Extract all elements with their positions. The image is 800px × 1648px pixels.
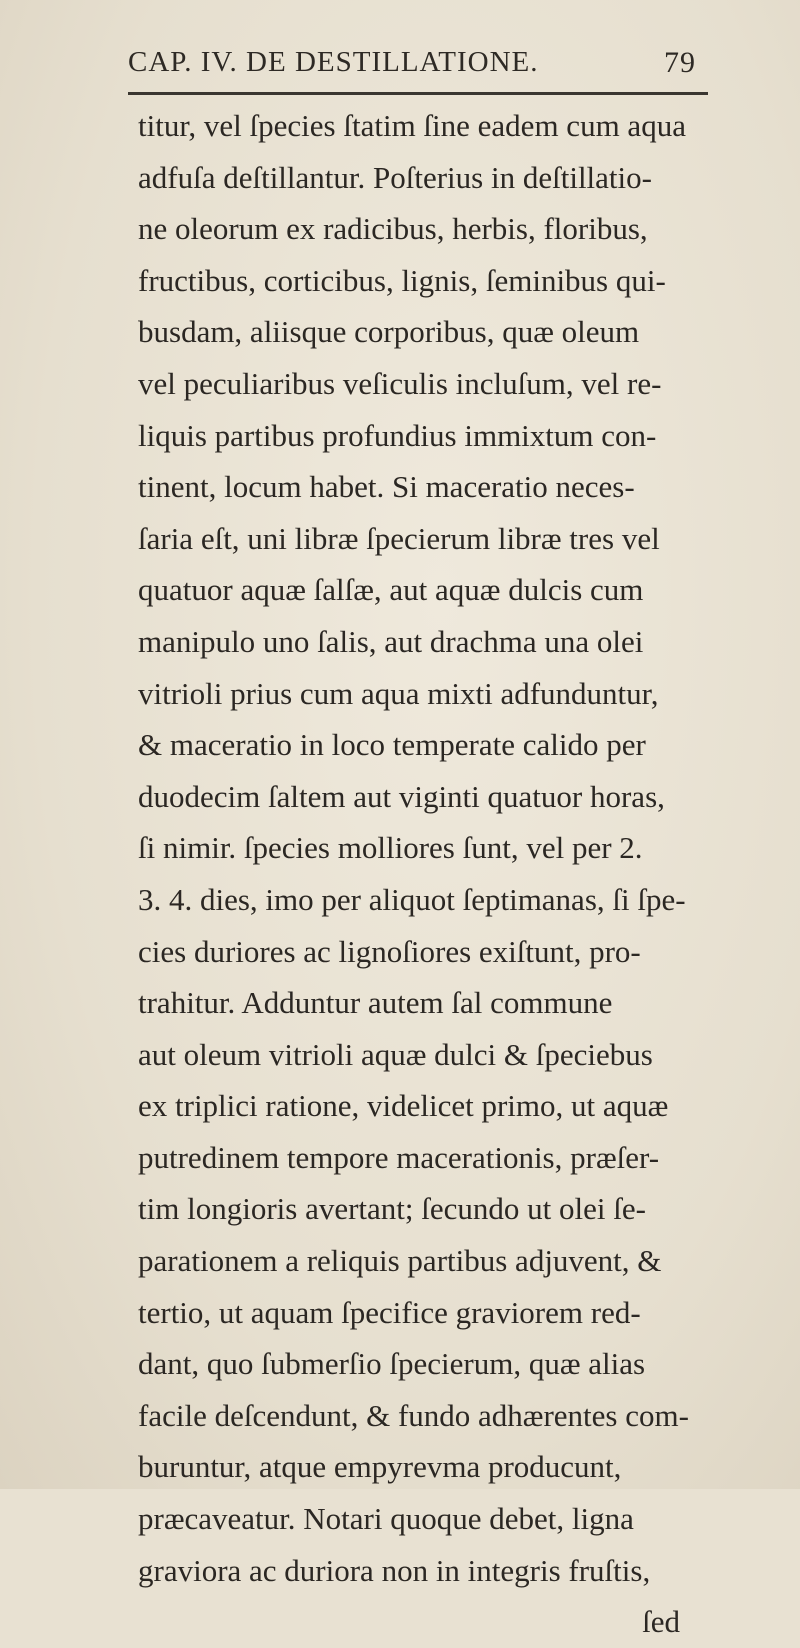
text-line: manipulo uno ſalis, aut drachma una olei (138, 623, 644, 659)
text-line: ſaria eſt, uni libræ ſpecierum libræ tres vel (138, 520, 660, 556)
text-line: adfuſa deſtillantur. Poſterius in deſtillatio- (138, 159, 652, 195)
text-line: parationem a reliquis partibus adjuvent, & (138, 1243, 662, 1279)
text-line: aut oleum vitrioli aquæ dulci & ſpeciebus (138, 1036, 653, 1072)
text-line: tinent, locum habet. Si maceratio neces- (138, 469, 635, 505)
text-line: graviora ac duriora non in integris fruſtis, (138, 1552, 651, 1588)
text-line: liquis partibus profundius immixtum con- (138, 417, 657, 453)
text-line: vitrioli prius cum aqua mixti adfunduntur, (138, 675, 659, 711)
text-line: tim longioris avertant; ſecundo ut olei ſe- (138, 1191, 646, 1227)
text-line: trahitur. Adduntur autem ſal commune (138, 985, 613, 1021)
header-rule (128, 92, 708, 95)
text-line: dant, quo ſubmerſio ſpecierum, quæ alias (138, 1346, 646, 1382)
text-line: ſi nimir. ſpecies molliores ſunt, vel per 2. (138, 830, 643, 866)
text-line: vel peculiaribus veſiculis incluſum, vel re- (138, 365, 662, 401)
text-line: titur, vel ſpecies ſtatim ſine eadem cum aqua (138, 108, 686, 143)
running-header (128, 46, 708, 92)
running-title: CAP. IV. DE DESTILLATIONE. (128, 46, 539, 78)
text-line: ex triplici ratione, videlicet primo, ut aquæ (138, 1088, 669, 1124)
text-line: fructibus, corticibus, lignis, ſeminibus qui- (138, 262, 666, 298)
page-number: 79 (664, 46, 696, 79)
catchword: ſed (642, 1604, 680, 1640)
text-line: facile deſcendunt, & fundo adhærentes com- (138, 1397, 689, 1433)
body-text (138, 100, 738, 1648)
text-line: ne oleorum ex radicibus, herbis, floribus, (138, 211, 648, 247)
text-line: cies duriores ac lignoſiores exiſtunt, pro- (138, 933, 641, 969)
text-line: putredinem tempore macerationis, præſer- (138, 1139, 660, 1175)
text-line: busdam, aliisque corporibus, quæ oleum (138, 314, 640, 350)
text-line: tertio, ut aquam ſpecifice graviorem red- (138, 1294, 641, 1330)
text-line: duodecim ſaltem aut viginti quatuor horas, (138, 778, 665, 814)
text-line: præcaveatur. Notari quoque debet, ligna (138, 1501, 634, 1537)
text-line: 3. 4. dies, imo per aliquot ſeptimanas, ſi ſpe- (138, 881, 686, 917)
text-line: quatuor aquæ ſalſæ, aut aquæ dulcis cum (138, 572, 644, 608)
text-line: buruntur, atque empyrevma producunt, (138, 1449, 622, 1485)
text-line: & maceratio in loco temperate calido per (138, 727, 646, 763)
